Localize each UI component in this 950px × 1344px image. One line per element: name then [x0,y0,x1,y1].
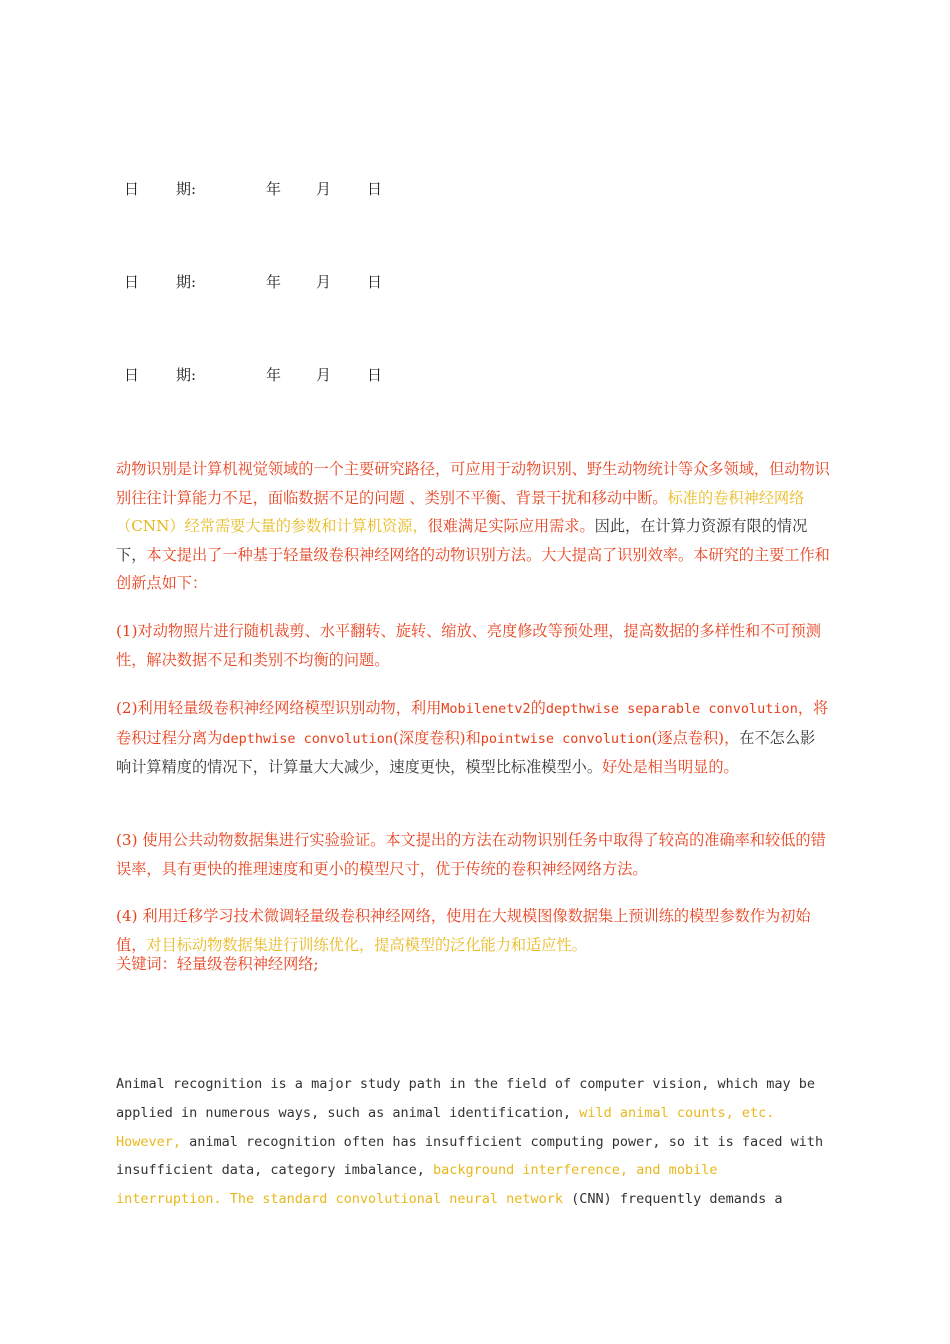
day-label: 日 [367,180,383,198]
text-segment: 很难满足实际应用需求。 [427,517,595,535]
highlighted-segment: 标准的卷积神经网络（CNN）经常需要大量的参数和计算机资源， [116,488,805,535]
code-term: pointwise convolution [480,730,652,747]
month-label: 月 [316,273,332,291]
text-segment: ，将卷积过程分离为 [116,699,829,747]
keywords-zh: 关键词：轻量级卷积神经网络; [116,955,319,973]
date-label-char-1: 日 [124,180,140,198]
text-segment: 本文提出了一种基于轻量级卷积神经网络的动物识别方法。大大提高了识别效率。本研究的主要工作和创新点如下： [116,545,830,592]
date-label-char-2: 期: [176,180,197,198]
text-segment: Animal recognition is a major study path in the field of computer vision, which may be applied in numerous ways, such as animal identification, [116,1076,815,1121]
day-label: 日 [367,366,383,384]
text-segment: 在不怎么影响计算精度的情况下，计算量大大减少，速度更快，模型比标准模型小。 [116,728,816,776]
abstract-en-paragraph [116,1070,830,1214]
abstract-zh-paragraph-3 [116,694,830,782]
date-label-char-2: 期: [176,366,197,384]
text-segment: (2)利用轻量级卷积神经网络模型识别动物，利用 [116,699,442,717]
text-segment: (CNN) frequently demands a [563,1191,783,1208]
text-segment: 动物识别是计算机视觉领域的一个主要研究路径，可应用于动物识别、野生动物统计等众多领域，但动物识别往往计算能力不足，面临数据不足的问题 、类别不平衡、背景干扰和移动中断。 [116,460,830,507]
highlighted-segment: 对目标动物数据集进行训练优化，提高模型的泛化能力和适应性。 [146,935,587,954]
date-label-char-2: 期: [176,273,197,291]
abstract-zh-paragraph-4: (3) 使用公共动物数据集进行实验验证。本文提出的方法在动物识别任务中取得了较高的准确率和较低的错误率，具有更快的推理速度和更小的模型尺寸，优于传统的卷积神经网络方法。 [116,831,826,878]
date-label-char-1: 日 [124,273,140,291]
text-segment: (逐点卷积)， [651,728,740,747]
text-segment: 的 [530,699,546,717]
month-label: 月 [316,366,332,384]
date-label-char-1: 日 [124,366,140,384]
year-label: 年 [266,366,282,384]
code-term: depthwise separable convolution [545,701,798,717]
highlighted-segment: background interference, and mobile interruption. The standard convolutional neural network [116,1162,718,1208]
text-segment: 因此，在计算力资源有限的情况下， [116,517,808,564]
abstract-zh-paragraph-2: (1)对动物照片进行随机裁剪、水平翻转、旋转、缩放、亮度修改等预处理，提高数据的多样性和不可预测性，解决数据不足和类别不均衡的问题。 [116,622,821,669]
text-segment: animal recognition often has insufficient computing power, so it is faced with insufficient data, category imbalance, [116,1133,824,1179]
highlighted-segment: wild animal counts, etc. However, [116,1104,775,1150]
code-term: Mobilenetv2 [441,701,531,717]
year-label: 年 [266,273,282,291]
month-label: 月 [316,180,332,198]
year-label: 年 [266,180,282,198]
abstract-zh-paragraph-1 [116,455,830,598]
text-segment: (深度卷积)和 [393,728,481,747]
text-segment: (4) 利用迁移学习技术微调轻量级卷积神经网络，使用在大规模图像数据集上预训练的模型参数作为初始值， [116,907,811,954]
text-segment: 好处是相当明显的。 [602,758,739,776]
code-term: depthwise convolution [222,730,393,747]
day-label: 日 [367,273,383,291]
